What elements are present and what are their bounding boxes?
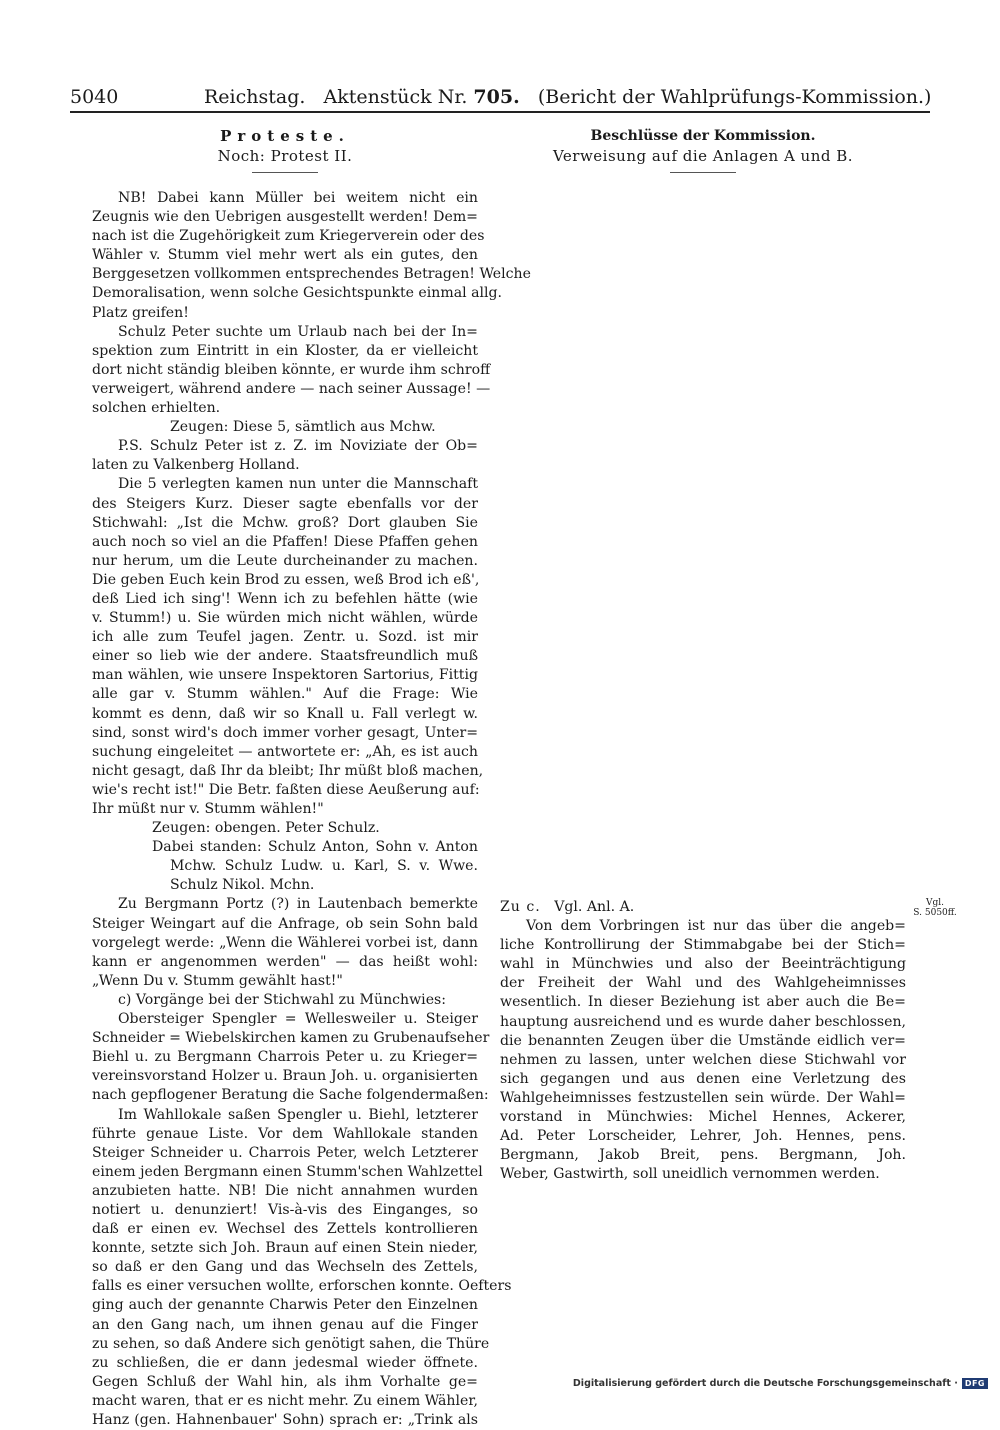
digitization-footer xyxy=(573,1375,988,1391)
left-text-line: Biehl u. zu Bergmann Charrois Peter u. zu Krieger= xyxy=(92,1049,478,1066)
left-text-line: „Wenn Du v. Stumm gewählt hast!" xyxy=(92,972,343,989)
right-text-line: liche Kontrollirung der Stimmabgabe bei der Stich= xyxy=(500,937,906,954)
left-text-line: Wähler v. Stumm viel mehr wert als ein gutes, den xyxy=(92,247,478,264)
left-text-line: Schulz Peter suchte um Urlaub nach bei der In= xyxy=(118,323,478,340)
left-text-line: NB! Dabei kann Müller bei weitem nicht ein xyxy=(118,190,478,206)
right-column xyxy=(500,126,906,173)
left-text-line: des Steigers Kurz. Dieser sagte ebenfalls vor der xyxy=(92,495,478,512)
left-text-line: nicht gesagt, daß Ihr da bleibt; Ihr müßt bloß machen, xyxy=(92,762,484,779)
right-text-line: Wahlgeheimnisses festzustellen sein würde. Der Wahl= xyxy=(500,1089,906,1106)
left-text-line: Die geben Euch kein Brod zu essen, weß Brod ich eß', xyxy=(92,571,480,588)
right-text-line: nehmen zu lassen, unter welchen diese Stichwahl vor xyxy=(500,1051,906,1068)
left-text-line: Obersteiger Spengler = Wellesweiler u. Steiger xyxy=(118,1011,478,1028)
left-text-line: v. Stumm!) u. Sie würden mich nicht wählen, würde xyxy=(92,610,478,627)
left-text-line: vereinsvorstand Holzer u. Braun Joh. u. organisierten xyxy=(92,1068,478,1085)
left-text-line: Demoralisation, wenn solche Gesichtspunkte einmal allg. xyxy=(92,285,503,302)
left-text-line: Zeugen: obengen. Peter Schulz. xyxy=(152,820,380,837)
left-text-line: Ihr müßt nur v. Stumm wählen!" xyxy=(92,801,324,817)
left-text-line: konnte, setzte sich Joh. Braun auf einen Stein nieder, xyxy=(92,1240,478,1257)
left-text-line: Dabei standen: Schulz Anton, Sohn v. Anton xyxy=(152,839,478,856)
left-text-line: dort nicht ständig bleiben könnte, er wurde ihm schroff xyxy=(92,361,491,378)
left-text-line: Im Wahllokale saßen Spengler u. Biehl, letzterer xyxy=(118,1106,478,1123)
resolution-body-text xyxy=(500,917,906,1184)
left-text-line: Berggesetzen vollkommen entsprechendes Betragen! Welche xyxy=(92,266,531,283)
left-subheading: Noch: Protest II. xyxy=(217,147,353,165)
left-text-line: ich alle zum Teufel jagen. Zentr. u. Sozd. ist mir xyxy=(92,629,478,646)
header-rule xyxy=(70,111,930,113)
right-text-line: Bergmann, Jakob Breit, pens. Bergmann, Joh. xyxy=(500,1147,906,1164)
right-text-line: hauptung ausreichend und es wurde daher beschlossen, xyxy=(500,1013,906,1030)
right-text-line: die benannten Zeugen über die Umstände eidlich ver= xyxy=(500,1032,906,1049)
left-text-line: einem jeden Bergmann einen Stumm'schen Wahlzettel xyxy=(92,1163,483,1180)
title-aktenstueck: Aktenstück Nr. xyxy=(323,86,468,108)
left-text-line: nach ist die Zugehörigkeit zum Kriegerverein oder des xyxy=(92,228,485,245)
left-text-line: wie's recht ist!" Die Betr. faßten diese Aeußerung auf: xyxy=(92,781,480,798)
left-text-line: c) Vorgänge bei der Stichwahl zu Münchwies: xyxy=(118,991,447,1008)
left-text-line: P.S. Schulz Peter ist z. Z. im Noviziate der Ob= xyxy=(118,438,478,455)
left-text-line: kommt es denn, daß wir so Knall u. Fall verlegt w. xyxy=(92,705,478,722)
left-text-line: Stichwahl: „Ist die Mchw. groß? Dort glauben Sie xyxy=(92,514,478,531)
left-text-line: Steiger Weingart auf die Anfrage, ob sein Sohn bald xyxy=(92,915,478,932)
left-text-line: Die 5 verlegten kamen nun unter die Mannschaft xyxy=(118,476,478,493)
left-text-line: Zeugnis wie den Uebrigen ausgestellt werden! Dem= xyxy=(92,209,478,226)
left-text-line: Zu Bergmann Portz (?) in Lautenbach bemerkte xyxy=(118,896,478,913)
left-text-line: spektion zum Eintritt in ein Kloster, da er vielleicht xyxy=(92,342,478,359)
dfg-logo: DFG xyxy=(962,1378,988,1389)
left-text-line: falls es einer versuchen wollte, erforschen konnte. Oefters xyxy=(92,1278,512,1295)
left-text-line: Hanz (gen. Hahnenbauer' Sohn) sprach er: „Trink als xyxy=(92,1412,478,1428)
left-text-line: führte genaue Liste. Vor dem Wahllokale standen xyxy=(92,1125,478,1142)
left-text-line: einer so lieb wie der andere. Staatsfreundlich muß xyxy=(92,648,478,665)
running-header xyxy=(70,84,930,110)
left-text-line: deß Lied ich sing'! Wenn ich zu befehlen hätte (wie xyxy=(92,590,478,607)
resolution-reference: Vgl. Anl. A. xyxy=(554,899,635,915)
left-text-line: notiert u. denunziert! Vis-à-vis des Einganges, so xyxy=(92,1201,478,1218)
right-subheading: Verweisung auf die Anlagen A und B. xyxy=(552,147,854,165)
left-text-line: anzubieten hatte. NB! Die nicht annahmen wurden xyxy=(92,1182,478,1199)
left-text-line: kann er angenommen werden" — das heißt wohl: xyxy=(92,953,478,970)
resolution-label: Zu c. xyxy=(500,899,541,915)
left-text-line: suchung eingeleitet — antwortete er: „Ah, es ist auch xyxy=(92,743,478,760)
left-text-line: laten zu Valkenberg Holland. xyxy=(92,457,300,474)
right-text-line: wahl in Münchwies und also der Beeinträchtigung xyxy=(500,956,906,973)
margin-note xyxy=(905,898,965,918)
left-short-rule xyxy=(252,172,318,173)
left-text-line: verweigert, während andere — nach seiner Aussage! — xyxy=(92,380,491,397)
title-reichstag: Reichstag. xyxy=(204,86,306,108)
right-text-line: sich gegangen und aus denen eine Verletzung des xyxy=(500,1070,906,1087)
left-text-line: Steiger Schneider u. Charrois Peter, welch Letzterer xyxy=(92,1144,478,1161)
left-text-line: ging auch der genannte Charwis Peter den Einzelnen xyxy=(92,1297,478,1314)
margin-note-page: S. 5050ff. xyxy=(913,908,957,918)
right-text-line: vorstand in Münchwies: Michel Hennes, Ackerer, xyxy=(500,1109,906,1126)
left-text-line: auch noch so viel an die Pfaffen! Diese Pfaffen gehen xyxy=(92,533,478,550)
right-text-line: wesentlich. In dieser Beziehung ist aber auch die Be= xyxy=(500,994,906,1011)
left-text-line: Schulz Nikol. Mchn. xyxy=(170,877,315,894)
page-number: 5040 xyxy=(70,86,119,108)
left-text-line: vorgelegt werde: „Wenn die Wählerei vorbei ist, dann xyxy=(92,934,478,951)
left-text-line: Mchw. Schulz Ludw. u. Karl, S. v. Wwe. xyxy=(170,858,478,875)
left-text-line: Platz greifen! xyxy=(92,304,189,321)
right-text-line: Von dem Vorbringen ist nur das über die angeb= xyxy=(526,918,906,935)
right-short-rule xyxy=(670,172,736,173)
left-text-line: Schneider = Wiebelskirchen kamen zu Grubenaufseher xyxy=(92,1030,490,1047)
right-text-line: Weber, Gastwirth, soll uneidlich vernommen werden. xyxy=(500,1166,880,1183)
resolution-label-line xyxy=(500,898,906,917)
left-text-line: Gegen Schluß der Wahl hin, als ihm Vorhalte ge= xyxy=(92,1373,478,1390)
right-text-line: der Freiheit der Wahl und des Wahlgeheimnisses xyxy=(500,975,906,992)
left-text-line: zu schließen, die er dann jedesmal wieder öffnete. xyxy=(92,1354,478,1371)
left-text-line: nur herum, um die Leute durcheinander zu machen. xyxy=(92,552,478,569)
left-text-line: sind, sonst wird's doch immer vorher gesagt, Unter= xyxy=(92,724,478,741)
left-text-line: zu sehen, so daß Andere sich genötigt sahen, die Thüre xyxy=(92,1335,490,1352)
running-title xyxy=(204,84,931,110)
left-text-line: daß er einen ev. Wechsel des Zettels kontrollieren xyxy=(92,1221,478,1238)
left-text-line: macht waren, that er es nicht mehr. Zu einem Wähler, xyxy=(92,1392,478,1409)
left-text-line: an den Gang nach, um ihnen genau auf die Finger xyxy=(92,1316,478,1333)
footer-text: Digitalisierung gefördert durch die Deutsche Forschungsgemeinschaft · xyxy=(572,1377,958,1389)
left-text-line: so daß er den Gang und das Wechseln des Zettels, xyxy=(92,1259,478,1276)
right-text-line: Ad. Peter Lorscheider, Lehrer, Joh. Hennes, pens. xyxy=(500,1128,906,1145)
left-text-line: alle gar v. Stumm wählen." Auf die Frage: Wie xyxy=(92,686,478,703)
left-text-line: man wählen, wie unsere Inspektoren Sartorius, Fittig xyxy=(92,667,478,684)
left-heading: Proteste. xyxy=(220,127,350,145)
left-text-line: nach gepflogener Beratung die Sache folgendermaßen: xyxy=(92,1087,489,1104)
document-number: 705. xyxy=(473,86,520,108)
right-heading: Beschlüsse der Kommission. xyxy=(590,128,816,144)
left-text-line: Zeugen: Diese 5, sämtlich aus Mchw. xyxy=(170,419,436,436)
left-text-line: solchen erhielten. xyxy=(92,400,221,417)
resolution-zu-c xyxy=(500,898,906,1184)
title-bericht: (Bericht der Wahlprüfungs-Kommission.) xyxy=(537,86,932,108)
margin-note-vgl: Vgl. xyxy=(926,898,944,908)
